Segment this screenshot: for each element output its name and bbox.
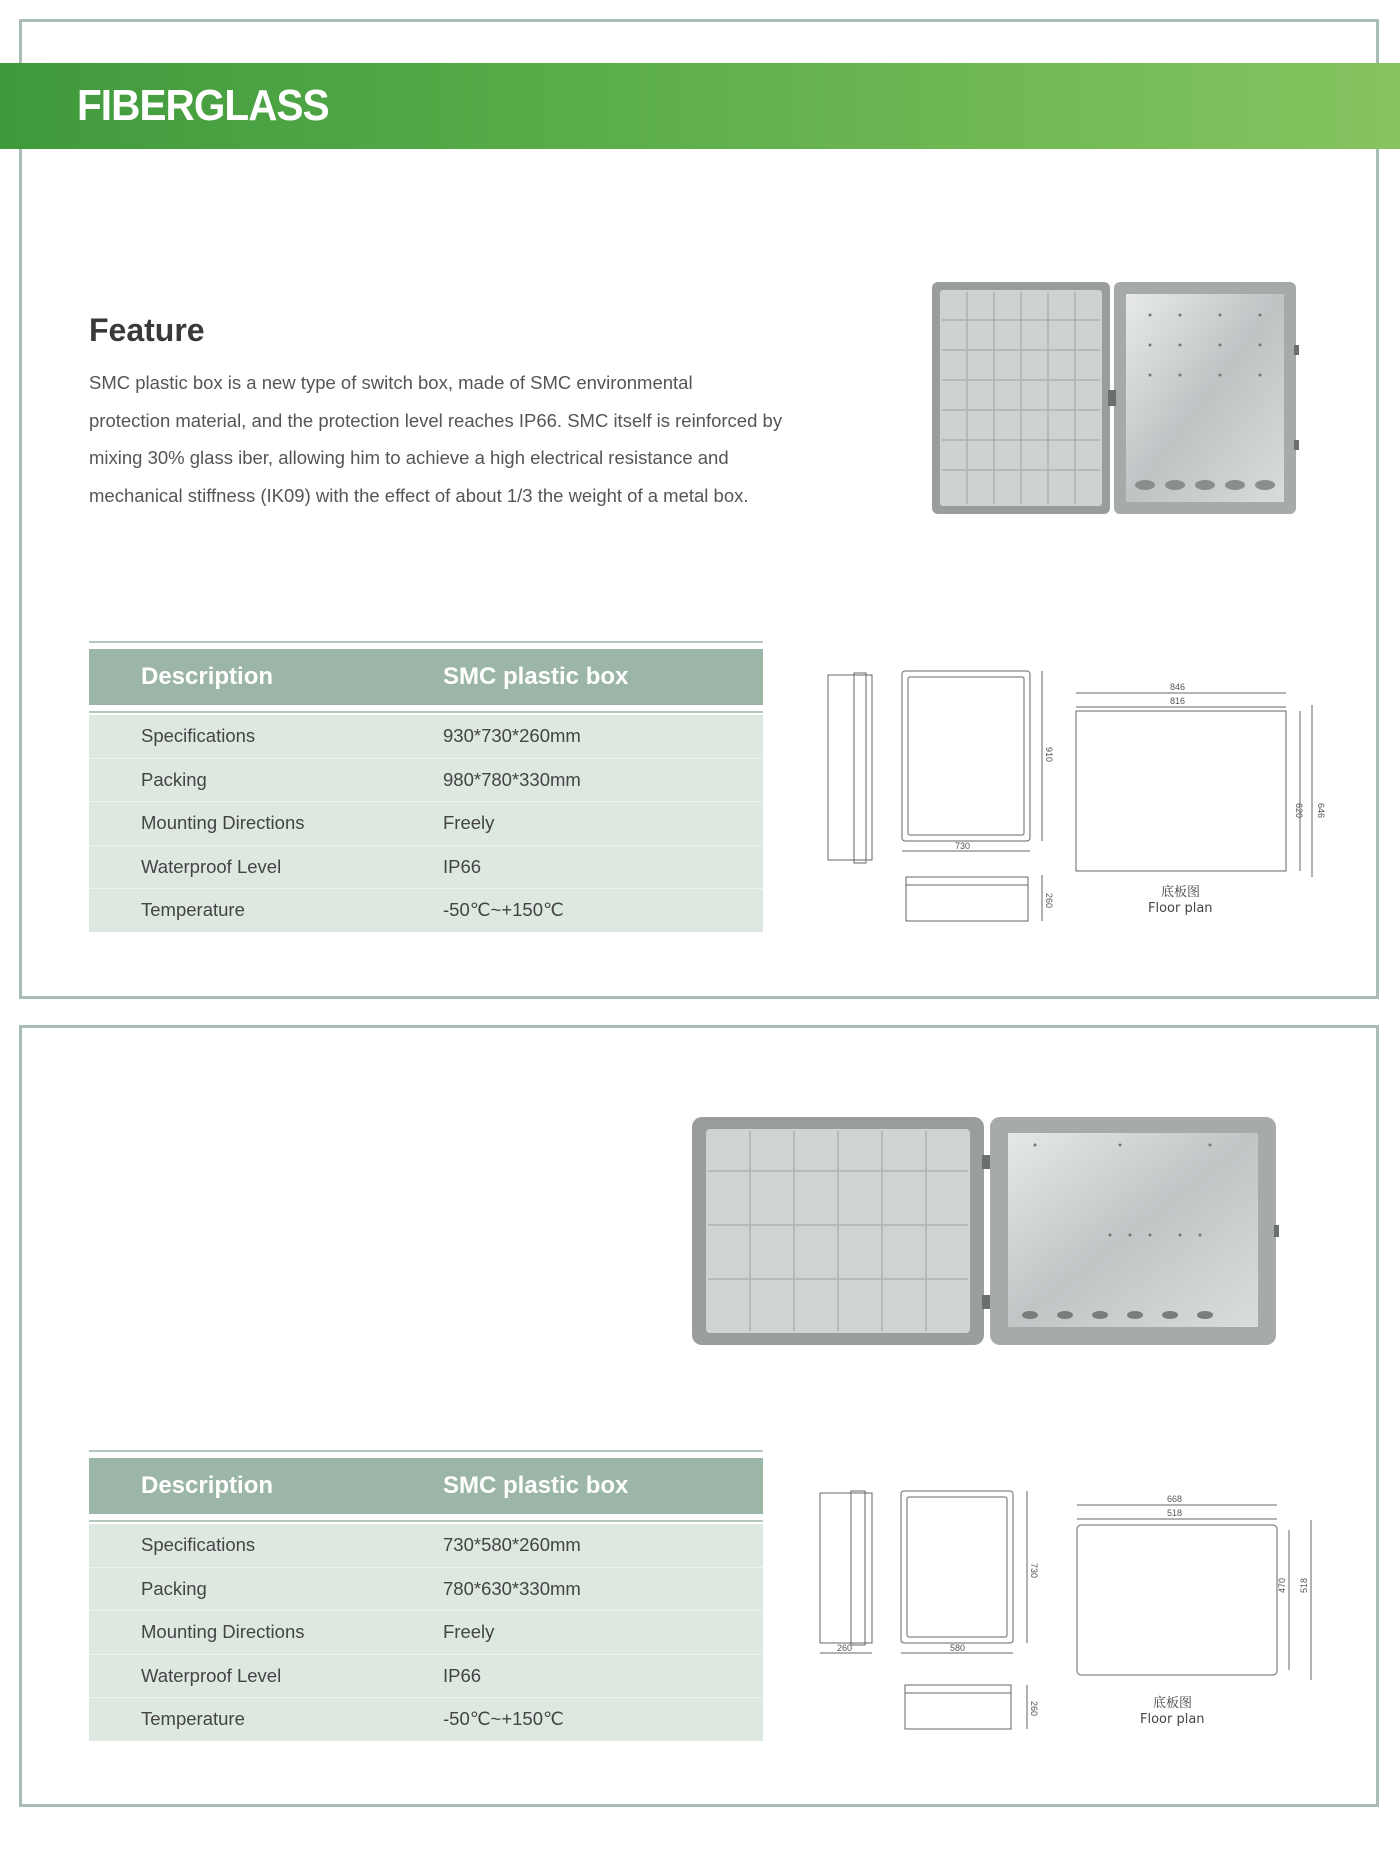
- floor-plan-label-cn: 底板图: [1153, 1696, 1193, 1711]
- row-value: IP66: [443, 855, 482, 877]
- table-row: [89, 1611, 763, 1655]
- spec-table-header: [89, 649, 763, 705]
- row-label: Temperature: [141, 899, 245, 921]
- row-value: Freely: [443, 1621, 495, 1643]
- header-description: Description: [141, 1472, 274, 1499]
- banner-title: FIBERGLASS: [77, 81, 329, 130]
- dim-depth: 260: [1044, 893, 1054, 909]
- row-label: Packing: [141, 768, 207, 790]
- product-photo-open-box-1: [930, 280, 1300, 520]
- dim-width: 730: [955, 841, 971, 851]
- dim-width-outer: 668: [1167, 1494, 1183, 1504]
- floor-plan-label-en: Floor plan: [1148, 901, 1213, 916]
- dim-width-outer: 846: [1170, 682, 1186, 692]
- row-value: -50℃~+150℃: [443, 1708, 564, 1730]
- row-value: Freely: [443, 812, 495, 834]
- dim-depth: 260: [1029, 1701, 1039, 1717]
- dim-width-inner: 816: [1170, 696, 1186, 706]
- table-row: [89, 1655, 763, 1699]
- dim-width-inner: 518: [1167, 1508, 1183, 1518]
- table-row: [89, 1568, 763, 1612]
- dim-height-inner: 470: [1277, 1577, 1287, 1593]
- dim-side: 260: [837, 1643, 853, 1653]
- row-label: Mounting Directions: [141, 812, 305, 834]
- table-row: [89, 1524, 763, 1568]
- table-row: [89, 846, 763, 890]
- floor-plan-label-cn: 底板图: [1161, 885, 1201, 900]
- row-value: 980*780*330mm: [443, 768, 581, 790]
- dim-height: 730: [1029, 1563, 1039, 1579]
- feature-title: Feature: [89, 312, 205, 348]
- dim-width: 580: [950, 1643, 966, 1653]
- row-value: IP66: [443, 1664, 482, 1686]
- row-value: 730*580*260mm: [443, 1534, 581, 1556]
- row-label: Temperature: [141, 1708, 245, 1730]
- floor-plan-label-en: Floor plan: [1140, 1712, 1205, 1727]
- row-label: Mounting Directions: [141, 1621, 305, 1643]
- feature-line: mixing 30% glass iber, allowing him to achieve a high electrical resistance and: [89, 447, 729, 468]
- feature-line: SMC plastic box is a new type of switch box, made of SMC environmental: [89, 372, 693, 393]
- row-value: -50℃~+150℃: [443, 899, 564, 921]
- row-label: Waterproof Level: [141, 855, 282, 877]
- header-product: SMC plastic box: [443, 1472, 629, 1499]
- feature-line: mechanical stiffness (IK09) with the effect of about 1/3 the weight of a metal box.: [89, 484, 749, 506]
- spec-table-1: [89, 641, 763, 932]
- table-row: [89, 1698, 763, 1741]
- product-photo-open-box-2: [690, 1115, 1280, 1350]
- row-label: Specifications: [141, 725, 256, 747]
- spec-table-header: [89, 1458, 763, 1514]
- row-label: Packing: [141, 1577, 207, 1599]
- technical-drawing-1: [820, 665, 1340, 930]
- technical-drawing-2: [815, 1475, 1335, 1740]
- table-row: [89, 759, 763, 803]
- dim-height-outer: 646: [1316, 803, 1326, 819]
- dim-height-inner: 620: [1294, 803, 1304, 819]
- table-row: [89, 802, 763, 846]
- table-row: [89, 889, 763, 932]
- row-label: Waterproof Level: [141, 1664, 282, 1686]
- table-row: [89, 715, 763, 759]
- row-value: 780*630*330mm: [443, 1577, 581, 1599]
- dim-height: 910: [1044, 747, 1054, 763]
- feature-line: protection material, and the protection level reaches IP66. SMC itself is reinforced by: [89, 409, 783, 431]
- dim-height-outer: 518: [1299, 1577, 1309, 1593]
- feature-description: [89, 364, 789, 514]
- header-description: Description: [141, 663, 274, 690]
- spec-table-2: [89, 1450, 763, 1741]
- row-label: Specifications: [141, 1534, 256, 1556]
- section-banner: [0, 63, 1400, 149]
- header-product: SMC plastic box: [443, 663, 629, 690]
- row-value: 930*730*260mm: [443, 725, 581, 747]
